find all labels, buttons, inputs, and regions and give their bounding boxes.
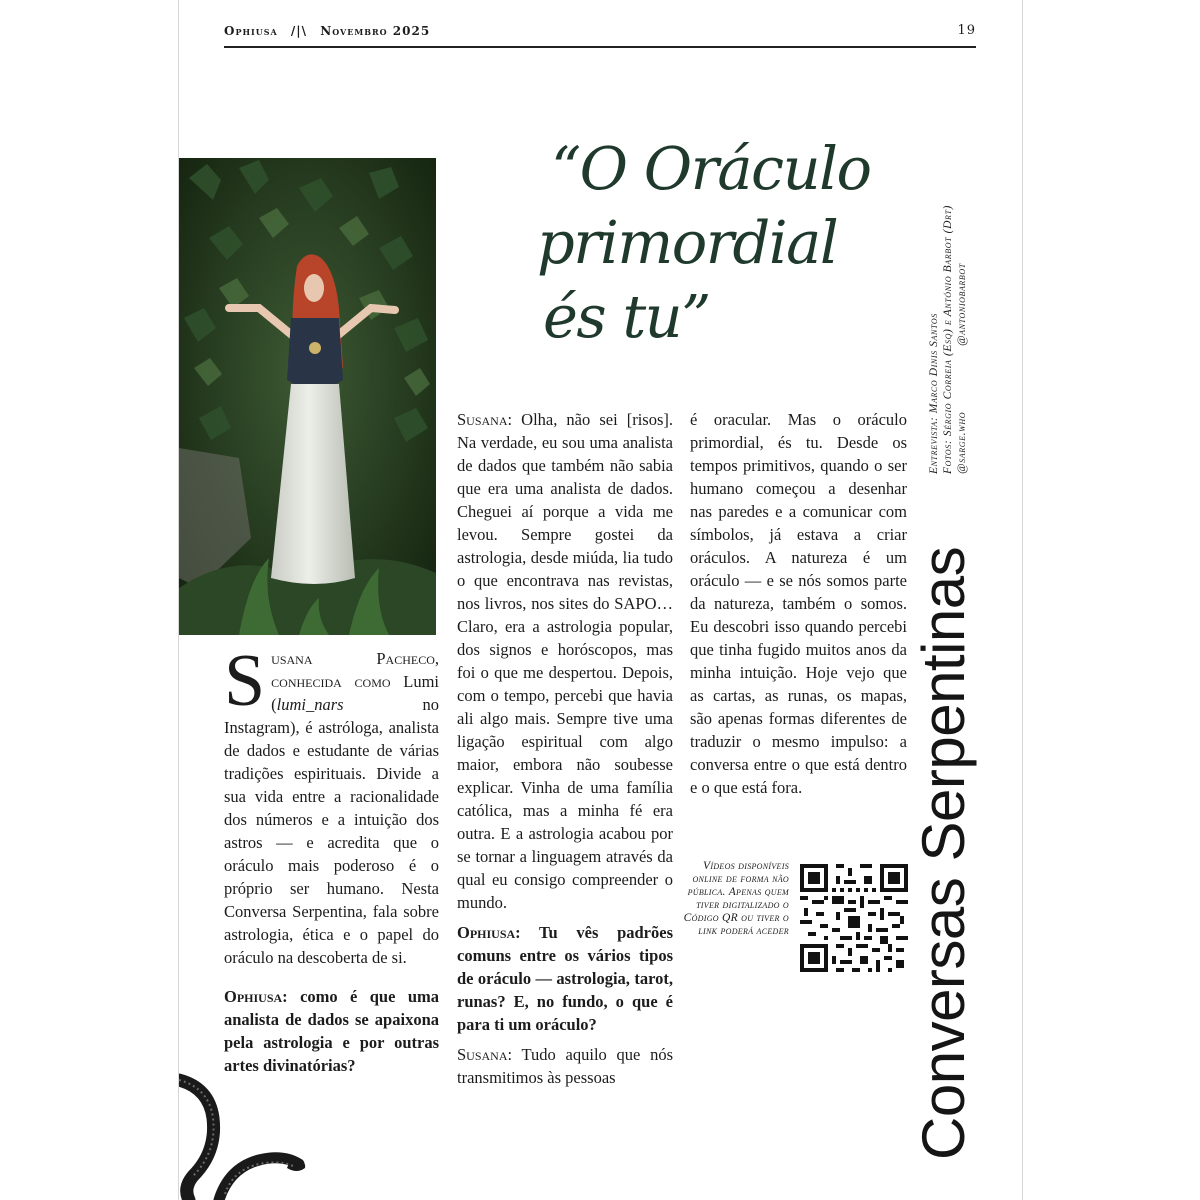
running-head xyxy=(224,22,976,48)
qr-note: Vídeos disponíveis online de forma não pública. Apenas quem tiver digitalizado o Código QR ou tiver o link poderá aceder xyxy=(683,860,789,937)
intro-text: no Instagram), é astróloga, analista de dados e estudante de várias tradições espirituais. Divide a sua vida entre a racionalidade dos números e a intuição dos astros — e acredita que o oráculo mais poderoso é o próprio ser humano. Nesta Conversa Serpentina, fala sobre astrologia, ética e o papel do oráculo na descoberta de si. xyxy=(224,695,439,967)
photographer-handle-left: @sarge.who xyxy=(956,411,968,474)
question-speaker: Ophiusa: xyxy=(457,923,521,942)
drop-cap: S xyxy=(224,640,266,722)
instagram-handle: lumi_nars xyxy=(276,695,344,714)
intro-lead: usana Pacheco, conhecida como xyxy=(271,649,439,691)
magazine-page xyxy=(178,0,1023,1200)
question-speaker: Ophiusa: xyxy=(224,987,288,1006)
title-line-3: és tu” xyxy=(543,282,710,351)
issue-date: Novembro 2025 xyxy=(320,24,431,38)
answer-2-continued: é oracular. Mas o oráculo primordial, és tu. Desde os tempos primitivos, quando o ser humano começou a desenhar nas paredes e a comunicar com símbolos, já estava a criar oráculos. A natureza é um oráculo — e se nós somos parte da natureza, também o somos. Eu descobri isso quando percebi que tinha fugido muitos anos da minha intuição. Hoje vejo que as cartas, as runas, os mapas, são apenas formas diferentes de traduzir o mesmo impulso: a conversa entre o que está dentro e o que está fora. xyxy=(690,410,907,797)
question-2: Ophiusa: Tu vês padrões comuns entre os vários tipos de oráculo — astrologia, tarot, runas? E, no fundo, o que é para ti um oráculo? xyxy=(457,923,673,1034)
title-line-1: “O Oráculo xyxy=(551,134,871,203)
section-title: Conversas Serpentinas xyxy=(910,546,977,1160)
page-number: 19 xyxy=(957,23,976,38)
intro-paragraph: Susana Pacheco, conhecida como Lumi (lumi_nars no Instagram), é astróloga, analista de dados e estudante de várias tradições espirituais. Divide a sua vida entre a racionalidade dos números e a intuição dos astros — e acredita que o oráculo mais poderoso é o próprio ser humano. Nesta Conversa Serpentina, fala sobre astrologia, ética e o papel do oráculo na descoberta de si. xyxy=(224,640,440,967)
header-separator: /|\ xyxy=(290,24,308,38)
answer-2-start: Susana: Tudo aquilo que nós transmitimos às pessoas xyxy=(457,1045,673,1087)
column-1 xyxy=(224,640,440,1077)
answer-1: Susana: Olha, não sei [risos]. Na verdade, eu sou uma analista de dados que também não sabia que era uma analista de dados. Cheguei aí porque a vida me levou. Sempre gostei da astrologia, desde miúda, lia tudo o que encontrava nas revistas, nos livros, nos sites do SAPO… Claro, era a astrologia popular, dos signos e horóscopos, mas foi o que me despertou. Depois, com o tempo, percebi que havia ali algo mais. Sempre tive uma ligação espiritual com algo maior, embora não soubesse explicar. Vinha de uma família católica, mas a minha fé era outra. E a astrologia acabou por se tornar a linguagem através da qual eu consigo compreender o mundo. xyxy=(457,410,673,912)
interview-credit: Entrevista: Marco Dinis Santos xyxy=(928,313,940,474)
answer-speaker: Susana: xyxy=(457,1045,513,1064)
photos-credit: Fotos: Sérgio Correia (Esq) e António Barbot (Drt) xyxy=(942,205,954,474)
photographer-handle-right: @antoniobarbot xyxy=(956,263,968,346)
qr-code[interactable] xyxy=(800,864,908,972)
answer-speaker: Susana: xyxy=(457,410,513,429)
column-3 xyxy=(690,408,907,799)
photo-credits xyxy=(927,154,969,474)
article-title xyxy=(529,132,909,354)
magazine-name: Ophiusa xyxy=(224,24,278,38)
question-1: Ophiusa: como é que uma analista de dados se apaixona pela astrologia e por outras artes divinatórias? xyxy=(224,987,439,1075)
title-line-2: primordial xyxy=(537,208,838,277)
portrait-photo xyxy=(179,158,436,635)
column-2 xyxy=(457,408,673,1089)
snake-illustration xyxy=(179,1068,309,1200)
